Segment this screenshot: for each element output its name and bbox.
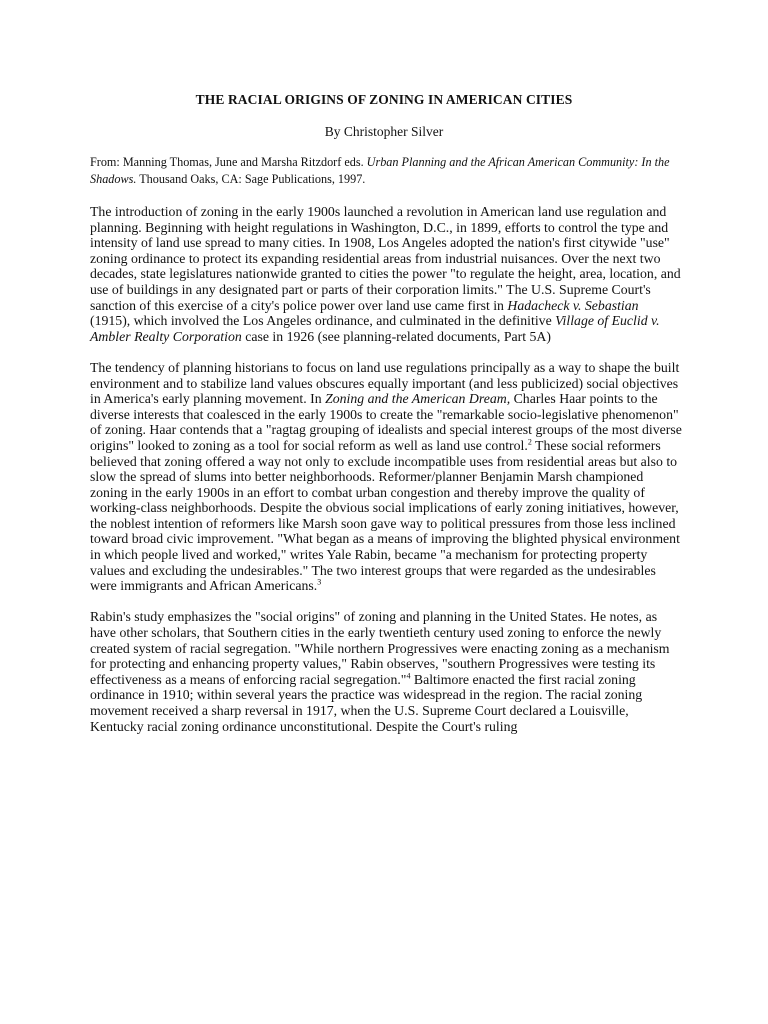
paragraph-2-text-b: Charles Haar points to the diverse interests that coalesced in the early 1900s to create the "remarkable socio-legislative phenomenon" of zoning. Haar contends that a "ragtag grouping of idealists and special interest groups of the most diverse origins" looked to zoning as a tool for social reform as well as land use control. [90, 391, 682, 453]
paragraph-2-text-a: The tendency of planning historians to focus on land use regulations principally as a way to shape the built environment and to stabilize land values obscures equally important (and less publicized) social objectives in America's early planning movement. In [90, 359, 680, 407]
footnote-marker: 2 [527, 437, 532, 447]
paragraph-1-text-b: (1915), which involved the Los Angeles ordinance, and culminated in the definitive [90, 313, 556, 329]
book-zoning-american-dream: Zoning and the American Dream, [325, 391, 511, 407]
paragraph-1-text-c: case in 1926 (see planning-related documents, Part 5A) [241, 328, 551, 344]
footnote-marker: 3 [317, 577, 322, 587]
article-body [90, 204, 682, 750]
footnote-marker: 4 [406, 671, 411, 681]
source-citation [90, 154, 690, 187]
citation-book-title: Urban Planning and the African American Community: In the Shadows. [90, 155, 670, 186]
page-title: THE RACIAL ORIGINS OF ZONING IN AMERICAN CITIES [195, 92, 573, 107]
paragraph-3-text-b: Baltimore enacted the first racial zoning ordinance in 1910; within several years the practice was widespread in the region. The racial zoning movement received a sharp reversal in 1917, when the U.S. Supreme Court declared a Louisville, Kentucky racial zoning ordinance unconstitutional. Despite the Court's ruling [90, 671, 643, 734]
case-euclid: Village of Euclid v. Ambler Realty Corporation [90, 313, 660, 344]
paragraph-2-text-c: These social reformers believed that zoning offered a way not only to exclude incompatible uses from residential areas but also to slow the spread of slums into better neighborhoods. Reformer/planner Benjamin Marsh championed zoning in the early 1900s in an effort to combat urban congestion and thereby improve the quality of working-class neighborhoods. Despite the obvious social implications of early zoning initiatives, however, the noblest intention of reformers like Marsh soon gave way to political pressures from those less inclined toward broad civic improvement. "What began as a means of improving the blighted physical environment in which people lived and worked," writes Yale Rabin, became "a mechanism for protecting property values and excluding the undesirables." The two interest groups that were regarded as the undesirables were immigrants and African Americans. [90, 437, 680, 594]
paragraph-3 [90, 609, 682, 734]
citation-prefix: From: Manning Thomas, June and Marsha Ritzdorf eds. [90, 155, 367, 169]
paragraph-2 [90, 360, 682, 594]
author-byline: By Christopher Silver [324, 124, 444, 139]
paragraph-1-text-a: The introduction of zoning in the early 1900s launched a revolution in American land use regulation and planning. Beginning with height regulations in Washington, D.C., in 1899, efforts to control the type and intensity of land use spread to many cities. In 1908, Los Angeles adopted the nation's first citywide "use" zoning ordinance to protect its expanding residential areas from industrial nuisances. Over the next two decades, state legislatures nationwide granted to cities the power "to regulate the height, area, location, and use of buildings in any designated part or parts of their corporation limits." The U.S. Supreme Court's sanction of this exercise of a city's police power over land use came first in [90, 204, 681, 313]
case-hadacheck: Hadacheck v. Sebastian [507, 297, 639, 313]
paragraph-3-text-a: Rabin's study emphasizes the "social origins" of zoning and planning in the United States. He notes, as have other scholars, that Southern cities in the early twentieth century used zoning to enforce the newly created system of racial segregation. "While northern Progressives were enacting zoning as a mechanism for protecting and enhancing property values," Rabin observes, "southern Progressives were testing its effectiveness as a means of enforcing racial segregation." [90, 609, 670, 687]
paragraph-1 [90, 204, 682, 344]
citation-publisher: Thousand Oaks, CA: Sage Publications, 1997. [136, 171, 366, 186]
